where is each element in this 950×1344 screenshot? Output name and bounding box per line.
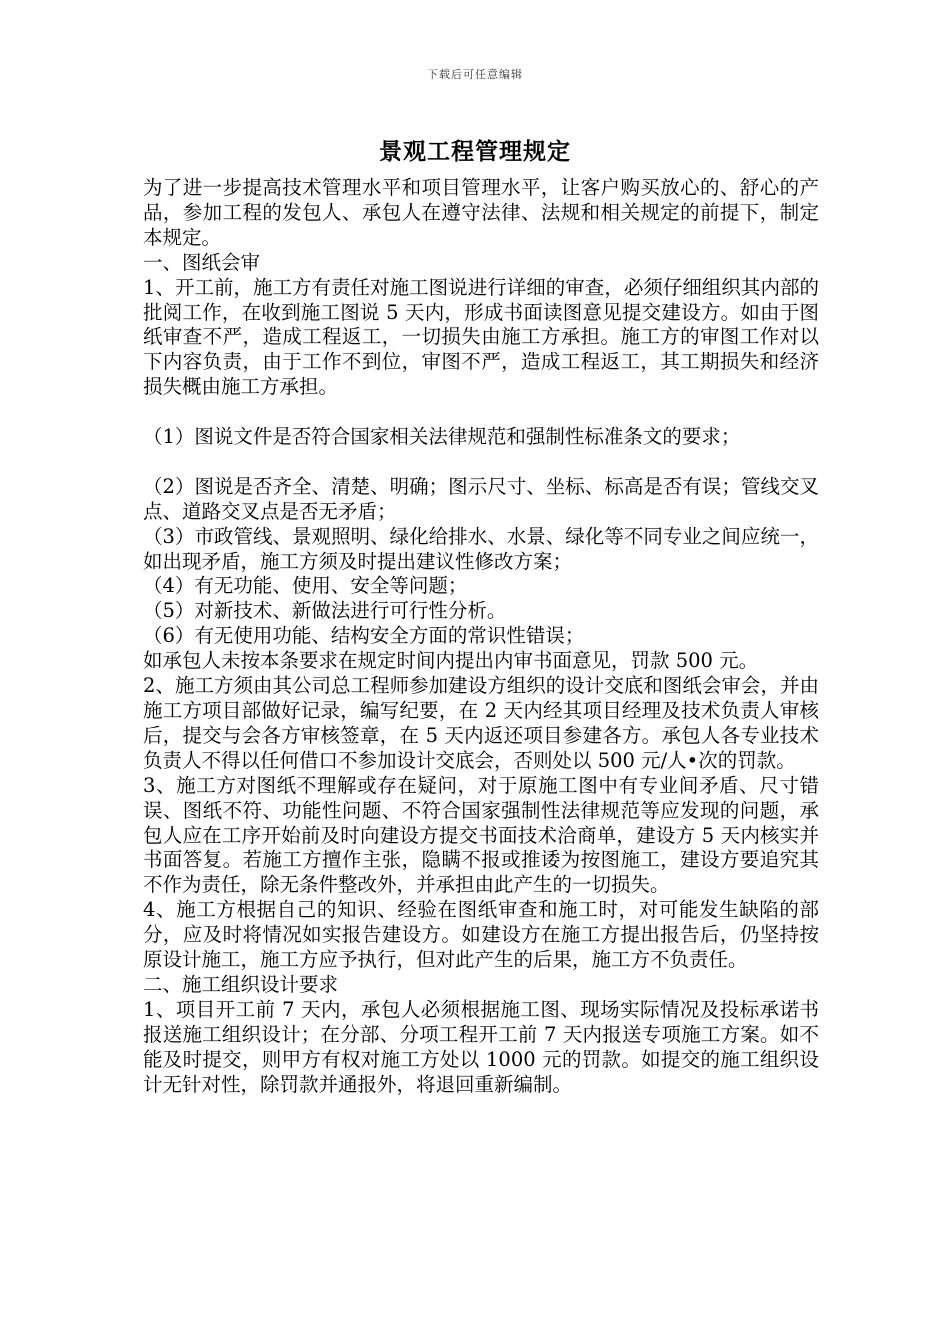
- section-1-heading: 一、图纸会审: [143, 250, 261, 274]
- intro-paragraph: 为了进一步提高技术管理水平和项目管理水平，让客户购买放心的、舒心的产品，参加工程的发包人、承包人在遵守法律、法规和相关规定的前提下，制定本规定。: [143, 176, 819, 249]
- section-2-heading: 二、施工组织设计要求: [143, 972, 339, 996]
- section-1-penalty: 如承包人未按本条要求在规定时间内提出内审书面意见，罚款 500 元。: [143, 649, 759, 673]
- section-1-item-4: 4、施工方根据自己的知识、经验在图纸审查和施工时，对可能发生缺陷的部分，应及时将情况如实报告建设方。如建设方在施工方提出报告后，仍坚持按原设计施工，施工方应予执行，但对此产生的后果，施工方不负责任。: [143, 898, 819, 972]
- section-1-item-2: 2、施工方须由其公司总工程师参加建设方组织的设计交底和图纸会审会，并由施工方项目部做好记录，编写纪要，在 2 天内经其项目经理及技术负责人审核后，提交与会各方审核签章，在 5 天内返还项目参建各方。承包人各专业技术负责人不得以任何借口不参加设计交底会，否则处以 500 元/人•次的罚款。: [143, 674, 819, 772]
- page-header-note: 下载后可任意编辑: [427, 68, 523, 81]
- section-1-sub-item-6: （6）有无使用功能、结构安全方面的常识性错误；: [143, 624, 585, 648]
- section-2-item-1: 1、项目开工前 7 天内，承包人必须根据施工图、现场实际情况及投标承诺书报送施工组织设计；在分部、分项工程开工前 7 天内报送专项施工方案。如不能及时提交，则甲方有权对施工方处以 1000 元的罚款。如提交的施工组织设计无针对性，除罚款并通报外，将退回重新编制。: [143, 997, 819, 1096]
- section-1-item-3: 3、施工方对图纸不理解或存在疑问，对于原施工图中有专业间矛盾、尺寸错误、图纸不符、功能性问题、不符合国家强制性法律规范等应发现的问题，承包人应在工序开始前及时向建设方提交书面技术洽商单，建设方 5 天内核实并书面答复。若施工方擅作主张，隐瞒不报或推诿为按图施工，建设方要追究其不作为责任，除无条件整改外，并承担由此产生的一切损失。: [143, 773, 819, 897]
- section-1-sub-item-4: （4）有无功能、使用、安全等问题；: [143, 574, 468, 598]
- section-1-sub-item-1: （1）图说文件是否符合国家相关法律规范和强制性标准条文的要求；: [143, 425, 741, 449]
- section-1-item-1: 1、开工前，施工方有责任对施工图说进行详细的审查，必须仔细组织其内部的批阅工作，在收到施工图说 5 天内，形成书面读图意见提交建设方。如由于图纸审查不严，造成工程返工，一切损失由施工方承担。施工方的审图工作对以下内容负责，由于工作不到位，审图不严，造成工程返工，其工期损失和经济损失概由施工方承担。: [143, 275, 819, 399]
- document-title: 景观工程管理规定: [379, 138, 571, 165]
- document-body: [143, 176, 819, 1098]
- section-1-sub-item-2: （2）图说是否齐全、清楚、明确；图示尺寸、坐标、标高是否有误；管线交叉点、道路交叉点是否无矛盾；: [143, 474, 819, 523]
- section-1-sub-item-3: （3）市政管线、景观照明、绿化给排水、水景、绿化等不同专业之间应统一，如出现矛盾，施工方须及时提出建议性修改方案；: [143, 524, 819, 573]
- section-1-sub-item-5: （5）对新技术、新做法进行可行性分析。: [143, 599, 507, 623]
